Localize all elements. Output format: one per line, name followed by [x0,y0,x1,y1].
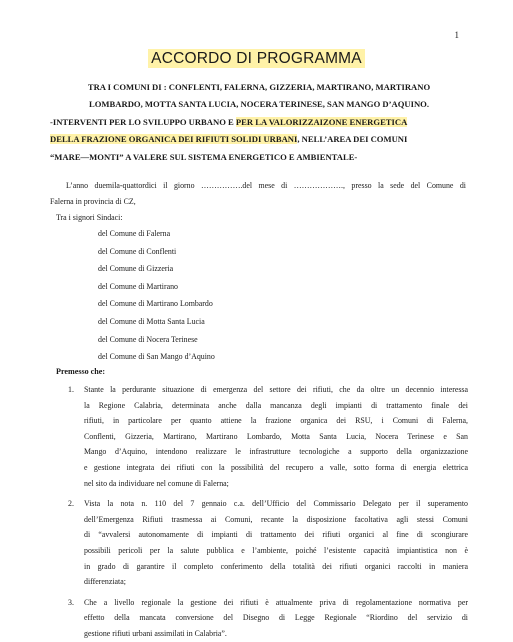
intro-paragraph [50,178,466,226]
list-item-number: 2. [68,499,74,509]
intro-line-3: Tra i signori Sindaci: [56,213,123,222]
list-item-line: differenziata; [84,577,126,587]
list-item [58,595,468,642]
list-item-line: la Regione Calabria, determinata anche dalla mancanza degli impianti di trattamento finale dei [84,400,468,410]
document-title-wrap [0,50,513,68]
list-item-line: nel sito da individuare nel comune di Falerna; [84,478,229,488]
agreement-heading [50,79,468,166]
list-item-line: Vista la nota n. 110 del 7 gennaio c.a. dell’Ufficio del Commissario Delegato per il superamento [84,499,468,509]
heading-line-3-highlight: PER LA VALORIZZAIZONE ENERGETICA [235,116,408,127]
sindaco-item: del Comune di Martirano [98,281,178,291]
sindaco-item: del Comune di Conflenti [98,246,177,256]
list-item-line: effetto della mancata conversione del Disegno di Legge Regionale “Riordino del servizio di [84,613,468,623]
heading-line-3-plain: -INTERVENTI PER LO SVILUPPO URBANO E [50,116,236,127]
list-item-number: 1. [68,385,74,394]
sindaco-item: del Comune di Nocera Terinese [98,334,198,344]
list-item-line: di “avvalersi autonomamente di impianti di trattamento dei rifiuti organici al fine di scongiurare [84,530,468,540]
sindaco-item: del Comune di Motta Santa Lucia [98,316,205,326]
premesso-heading: Premesso che: [56,367,106,376]
list-item-line: gestione rifiuti urbani assimilati in Calabria”. [84,628,227,638]
sindaco-item: del Comune di Martirano Lombardo [98,299,213,309]
sindaci-list [98,225,215,366]
premesso-list [58,382,468,642]
list-item-line: e gestione integrata dei rifiuti con la possibilità del recupero a valle, sotto forma di energia elettrica [84,462,468,472]
heading-line-4 [50,131,468,148]
heading-line-2: LOMBARDO, MOTTA SANTA LUCIA, NOCERA TERINESE, SAN MANGO D’AQUINO. [89,99,429,110]
heading-line-1: TRA I COMUNI DI : CONFLENTI, FALERNA, GIZZERIA, MARTIRANO, MARTIRANO [87,82,431,92]
heading-line-4-highlight: DELLA FRAZIONE ORGANICA DEI RIFIUTI SOLIDI URBANI [50,134,298,145]
list-item-number: 3. [68,597,74,607]
list-item [58,496,468,590]
list-item-line: dell’Emergenza Rifiuti trasmessa ai Comuni, recante la disposizione facoltativa agli stessi Comuni [84,514,468,524]
list-item-line: Mango d’Aquino, intendono realizzare le infrastrutture tecnologiche a supporto della organizzazione [84,447,468,457]
page-number: 1 [454,30,459,40]
list-item-line: in grado di garantire il completo conferimento della totalità dei rifiuti organici raccolti in maniera [84,561,468,571]
list-item [58,382,468,491]
sindaco-item: del Comune di San Mango d’Aquino [98,352,215,362]
document-title: ACCORDO DI PROGRAMMA [148,49,365,68]
intro-line-2: Falerna in provincia di CZ, [50,197,136,206]
list-item-line: Che a livello regionale la gestione dei rifiuti è attualmente priva di regolamentazione normativa per [84,597,468,607]
list-item-line: rifiuti, in particolare per quanto attiene la frazione organica dei RSU, i Comuni di Falerna, [84,416,468,426]
list-item-line: Conflenti, Gizzeria, Martirano, Martirano Lombardo, Motta Santa Lucia, Nocera Terinese e San [84,431,468,441]
list-item-line: Stante la perdurante situazione di emergenza del settore dei rifiuti, che da oltre un decennio interessa [84,385,468,394]
heading-line-5: “MARE—MONTI” A VALERE SUL SISTEMA ENERGETICO E AMBIENTALE- [50,151,358,162]
heading-line-4-plain: , NELL’AREA DEI COMUNI [297,134,408,145]
sindaco-item: del Comune di Gizzeria [98,264,174,274]
heading-line-3 [50,114,468,131]
intro-line-1: L’anno duemila-quattordici il giorno …………….del mese di ………………., presso la sede del Comune di [66,181,466,190]
sindaco-item: del Comune di Falerna [98,229,171,238]
list-item-line: possibili pericoli per la salute pubblica e l’ambiente, poiché l’esistente capacità impiantistica non è [84,545,468,555]
